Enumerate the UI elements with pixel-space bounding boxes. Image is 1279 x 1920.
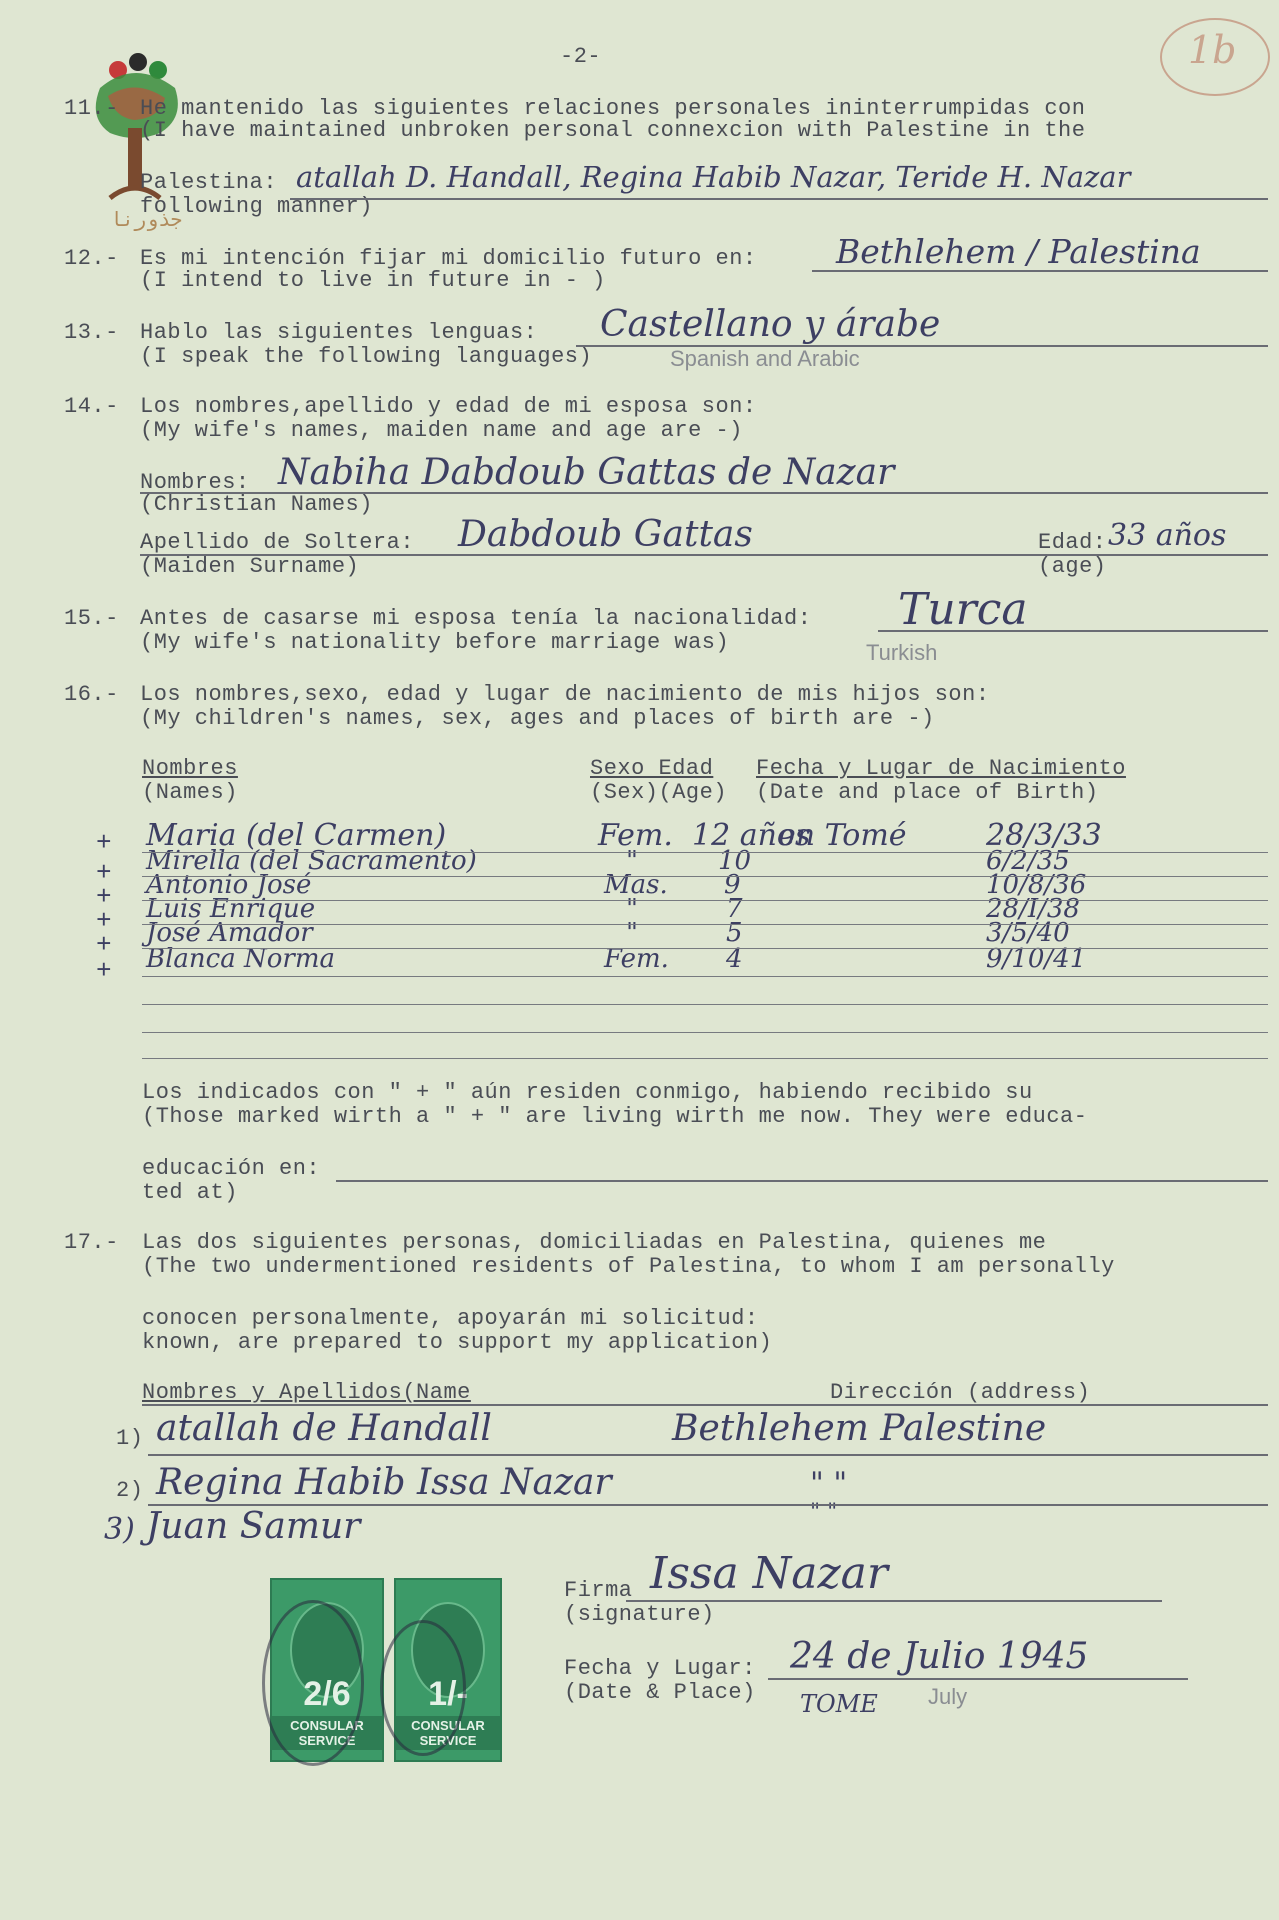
children-col-sex-age: Sexo Edad: [590, 756, 714, 781]
q12-text-es: Es mi intención fijar mi domicilio futuro en:: [140, 246, 757, 271]
referee-name: atallah de Handall: [156, 1408, 492, 1449]
revenue-stamp: 2/6 CONSULAR SERVICE: [270, 1578, 384, 1762]
q15-translation: Turkish: [866, 640, 938, 665]
q11-number: 11.-: [64, 96, 119, 121]
q16-number: 16.-: [64, 682, 119, 707]
child-sex: Fem.: [598, 818, 673, 853]
document-page: جذورنا 1b -2- 11.- He mantenido las siguientes relaciones personales ininterrumpidas con (I have maintained unbroken personal connexcion with Palestine in the Palestina: following manner) atallah D. Handall, Regina Habib Nazar, Teride H. Nazar 12.- Es mi intención fijar mi domicilio futuro en: (I intend to live in future in - ) Bethlehem / Palestina 13.- Hablo las siguientes lenguas: (I speak the following languages) Castellano y árabe Spanish and Arabic 14.- Los nombres,apellido y edad de mi esposa son: (My wife's names, maiden name and age are -) Nombres: (Christian Names) Nabiha Dabdoub Gattas de Nazar Apellido de Soltera: (Maiden Surname) Dabdoub Gattas Edad: (age) 33 años 15.- Antes de casarse mi esposa tenía la nacionalidad: (My wife's nationality before marriage was) Turca Turkish 16.- Los nombres,sexo, edad y lugar de nacimiento de mis hijos son: (My children's names, sex, ages and places of birth are -) Nombres (Names) Sexo Edad (Sex)(Age) Fecha y Lugar de Nacimiento (Date and place of Birth) + Maria (del Carmen) Fem. 12 años en Tomé 28/3/33 + Mirella (del Sacramento) " 10 6/2/35 + Antonio José Mas. 9 10/8/36 + Luis Enrique " 7 28/I/38 + José Amador " 5 3/5/40 + Blanca Norma Fem. 4 9/10/41 Los indicados con " + " aún residen conmigo, habiendo recibido su (Those marked wirth a " + " are living wirth me now. They were educa- educación en: ted at) 17.- Las dos siguientes personas, domiciliadas en Palestina, quienes me (The two undermentioned residents of Palestina, to whom I am personally conocen personalmente, apoyarán mi solicitud: known, are prepared to support my application) Nombres y Apellidos(Name Dirección (address) 1) atallah de Handall Bethlehem Palestine 2) Regina Habib Issa Nazar " " 3) Juan Samur " " 2/6 CONSULAR SERVICE 1/- CONSULAR SERVICE Firma (signature) Issa Nazar Fecha y Lugar: (Date & Place) 24 de Julio 1945 TOME July: [0, 0, 1279, 1920]
child-name: Maria (del Carmen): [146, 818, 447, 853]
wife-age-label: Edad:: [1038, 530, 1107, 555]
child-place: en Tomé: [778, 818, 907, 853]
child-sex: Fem.: [604, 944, 669, 974]
child-age: 9: [724, 870, 741, 900]
wife-age-answer: 33 años: [1108, 518, 1227, 553]
child-sex: Mas.: [604, 870, 668, 900]
child-date: 9/10/41: [986, 944, 1087, 974]
corner-annotation: 1b: [1160, 18, 1270, 96]
page-marker: -2-: [560, 44, 602, 69]
postmark: [262, 1600, 364, 1766]
child-name: Antonio José: [146, 870, 312, 900]
wife-age-label-en: (age): [1038, 554, 1107, 579]
place-value: TOME: [800, 1690, 878, 1718]
q15-text-en: (My wife's nationality before marriage was): [140, 630, 730, 655]
q13-number: 13.-: [64, 320, 119, 345]
child-date: 3/5/40: [986, 918, 1070, 948]
date-value: 24 de Julio 1945: [790, 1636, 1089, 1677]
watermark-caption: جذورنا: [110, 210, 183, 233]
referee-address: " ": [810, 1466, 848, 1501]
child-sex: ": [626, 894, 638, 924]
q11-text-en: (I have maintained unbroken personal connexcion with Palestine in the: [140, 118, 1086, 143]
month-translation: July: [928, 1684, 968, 1709]
referees-col-address: Dirección (address): [830, 1380, 1091, 1405]
q11-answer: atallah D. Handall, Regina Habib Nazar, Teride H. Nazar: [296, 160, 1131, 194]
child-name: Blanca Norma: [146, 944, 335, 974]
wife-names-label: Nombres:: [140, 470, 250, 495]
q17-text-es: Las dos siguientes personas, domiciliadas en Palestina, quienes me: [142, 1230, 1047, 1255]
referee-name: Regina Habib Issa Nazar: [156, 1462, 612, 1503]
education-label: educación en:: [142, 1156, 321, 1181]
q15-number: 15.-: [64, 606, 119, 631]
q17-text-en-2: known, are prepared to support my application): [142, 1330, 773, 1355]
date-label-en: (Date & Place): [564, 1680, 756, 1705]
child-age: 12 años: [692, 818, 811, 853]
referee-address: " ": [810, 1500, 838, 1525]
q16-text-es: Los nombres,sexo, edad y lugar de nacimiento de mis hijos son:: [140, 682, 990, 707]
q11-text-es-2: Palestina:: [140, 170, 278, 195]
children-col-sex-age-en: (Sex)(Age): [590, 780, 728, 805]
q14-text-es: Los nombres,apellido y edad de mi esposa son:: [140, 394, 757, 419]
child-sex: ": [626, 918, 638, 948]
q11-text-es: He mantenido las siguientes relaciones personales ininterrumpidas con: [140, 96, 1086, 121]
child-age: 5: [726, 918, 743, 948]
child-age: 7: [726, 894, 743, 924]
child-age: 10: [718, 846, 752, 876]
q11-text-en-2: following manner): [140, 194, 373, 219]
q12-answer: Bethlehem / Palestina: [836, 232, 1201, 271]
referee-name: Juan Samur: [146, 1506, 361, 1547]
child-date: 28/3/33: [986, 818, 1102, 853]
children-col-names-en: (Names): [142, 780, 238, 805]
signature-value: Issa Nazar: [650, 1548, 888, 1599]
q13-text-en: (I speak the following languages): [140, 344, 593, 369]
q14-text-en: (My wife's names, maiden name and age are -): [140, 418, 743, 443]
revenue-stamp: 1/- CONSULAR SERVICE: [394, 1578, 502, 1762]
signature-label-en: (signature): [564, 1602, 715, 1627]
children-note-es: Los indicados con " + " aún residen conmigo, habiendo recibido su: [142, 1080, 1033, 1105]
referees-col-names: Nombres y Apellidos(Name: [142, 1380, 471, 1405]
child-name: José Amador: [146, 918, 313, 948]
wife-surname-answer: Dabdoub Gattas: [458, 514, 753, 555]
postmark: [380, 1620, 466, 1756]
wife-surname-label: Apellido de Soltera:: [140, 530, 415, 555]
child-date: 28/I/38: [986, 894, 1080, 924]
child-name: Mirella (del Sacramento): [146, 846, 477, 876]
q14-number: 14.-: [64, 394, 119, 419]
q15-answer: Turca: [898, 584, 1028, 635]
child-name: Luis Enrique: [146, 894, 316, 924]
q16-text-en: (My children's names, sex, ages and places of birth are -): [140, 706, 935, 731]
q12-text-en: (I intend to live in future in - ): [140, 268, 606, 293]
child-age: 4: [726, 944, 743, 974]
wife-names-label-en: (Christian Names): [140, 492, 373, 517]
child-date: 6/2/35: [986, 846, 1070, 876]
q15-text-es: Antes de casarse mi esposa tenía la nacionalidad:: [140, 606, 812, 631]
q17-text-es-2: conocen personalmente, apoyarán mi solicitud:: [142, 1306, 759, 1331]
wife-surname-label-en: (Maiden Surname): [140, 554, 360, 579]
q17-number: 17.-: [64, 1230, 119, 1255]
education-label-en: ted at): [142, 1180, 238, 1205]
date-label: Fecha y Lugar:: [564, 1656, 756, 1681]
signature-label: Firma: [564, 1578, 633, 1603]
children-col-names: Nombres: [142, 756, 238, 781]
q13-translation: Spanish and Arabic: [670, 346, 860, 371]
child-sex: ": [626, 846, 638, 876]
q13-answer: Castellano y árabe: [600, 304, 941, 345]
children-col-birth-en: (Date and place of Birth): [756, 780, 1099, 805]
children-note-en: (Those marked wirth a " + " are living wirth me now. They were educa-: [142, 1104, 1088, 1129]
referee-address: Bethlehem Palestine: [672, 1408, 1047, 1449]
child-date: 10/8/36: [986, 870, 1087, 900]
q13-text-es: Hablo las siguientes lenguas:: [140, 320, 538, 345]
wife-names-answer: Nabiha Dabdoub Gattas de Nazar: [278, 452, 895, 493]
q17-text-en: (The two undermentioned residents of Palestina, to whom I am personally: [142, 1254, 1115, 1279]
q12-number: 12.-: [64, 246, 119, 271]
children-col-birth: Fecha y Lugar de Nacimiento: [756, 756, 1126, 781]
